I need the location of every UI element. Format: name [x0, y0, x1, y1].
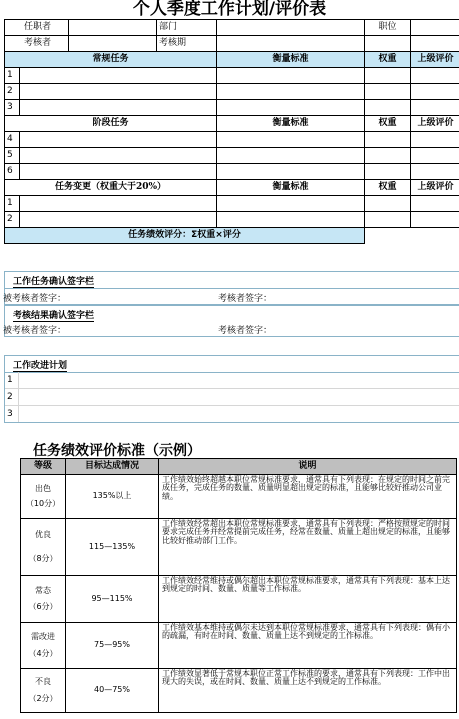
result-confirm-reviewee[interactable]: 被考核者签字： [3, 326, 67, 336]
achievement-cell: 40—75% [66, 669, 159, 713]
plan-table [4, 19, 459, 244]
grade-points: （4分） [28, 648, 58, 658]
weight-cell[interactable] [365, 196, 411, 212]
grade-label: 优良 [35, 529, 51, 539]
table-row [5, 68, 459, 84]
eval-cell[interactable] [411, 68, 459, 84]
position-label: 职位 [365, 20, 411, 36]
period-label: 考核期 [157, 36, 217, 52]
eval-cell[interactable] [411, 84, 459, 100]
grade-points: （6分） [28, 602, 58, 611]
task-cell[interactable] [20, 132, 217, 148]
desc-cell: 工作绩效经常超出本职位常规标准要求，通常具有下列表现：严格按照规定的时间要求完成任务并经常提前完成任务，经常在数量、质量上超出规定的标准，且能够比较好推动部门工作。 [159, 519, 457, 576]
grade-cell [21, 623, 66, 669]
score-eval-cell[interactable] [411, 228, 459, 244]
improvement-section [4, 355, 459, 423]
department-label: 部门 [157, 20, 217, 36]
achievement-cell: 135%以上 [66, 475, 159, 519]
change-standard-header: 衡量标准 [217, 180, 365, 196]
standard-cell[interactable] [217, 164, 365, 180]
eval-cell[interactable] [411, 148, 459, 164]
standard-cell[interactable] [217, 148, 365, 164]
grade-points: （8分） [28, 554, 58, 563]
weight-cell[interactable] [365, 68, 411, 84]
standard-cell[interactable] [217, 212, 365, 228]
row-number: 2 [5, 212, 20, 228]
table-row [5, 196, 459, 212]
achievement-header: 目标达成情况 [66, 459, 159, 475]
weight-cell[interactable] [365, 132, 411, 148]
table-row [21, 669, 457, 713]
regular-task-header: 常规任务 [5, 52, 217, 68]
eval-cell[interactable] [411, 132, 459, 148]
standard-title: 任务绩效评价标准（示例） [33, 443, 201, 459]
improvement-title: 工作改进计划 [13, 358, 67, 372]
desc-cell: 工作绩效经常维持或偶尔超出本职位常规标准要求，通常具有下列表现：基本上达到规定的时间、数量、质量等工作标准。 [159, 576, 457, 623]
task-confirm-section [4, 271, 459, 305]
table-row [5, 100, 459, 116]
row-number: 6 [5, 164, 20, 180]
row-number: 5 [5, 148, 20, 164]
table-row [21, 623, 457, 669]
eval-cell[interactable] [411, 212, 459, 228]
table-row [21, 576, 457, 623]
row-number: 4 [5, 132, 20, 148]
regular-eval-header: 上级评价 [411, 52, 459, 68]
row-number: 1 [5, 68, 20, 84]
period-value[interactable] [217, 36, 365, 52]
grade-cell [21, 519, 66, 576]
task-cell[interactable] [20, 148, 217, 164]
grade-label: 出色 [35, 484, 51, 494]
task-confirm-title: 工作任务确认签字栏 [13, 274, 94, 288]
grade-label: 常态 [35, 585, 51, 595]
task-cell[interactable] [20, 84, 217, 100]
task-confirm-reviewee[interactable]: 被考核者签字： [3, 294, 67, 304]
reviewer-label: 考核者 [5, 36, 69, 52]
grade-points: （2分） [28, 693, 58, 703]
eval-cell[interactable] [411, 100, 459, 116]
position-value[interactable] [411, 20, 459, 36]
row-number: 1 [5, 196, 20, 212]
responsible-label: 任职者 [5, 20, 69, 36]
regular-weight-header: 权重 [365, 52, 411, 68]
weight-cell[interactable] [365, 148, 411, 164]
row-number: 2 [7, 392, 13, 402]
achievement-cell: 75—95% [66, 623, 159, 669]
grade-label: 需改进 [31, 632, 55, 642]
desc-cell: 工作绩效始终超越本职位常规标准要求，通常具有下列表现：在规定的时间之前完成任务，完成任务的数量、质量明显超出规定的标准，且能够比较好推动公司业绩。 [159, 475, 457, 519]
department-value[interactable] [217, 20, 365, 36]
table-row [5, 164, 459, 180]
grade-label: 不良 [35, 677, 51, 687]
result-confirm-reviewer[interactable]: 考核者签字： [218, 326, 273, 336]
table-row [5, 212, 459, 228]
task-cell[interactable] [20, 196, 217, 212]
row-number: 3 [5, 100, 20, 116]
task-confirm-reviewer[interactable]: 考核者签字： [218, 294, 273, 304]
desc-cell: 工作绩效基本维持或偶尔未达到本职位常规标准要求，通常具有下列表现：偶有小的疏漏，有时在时间、数量、质量上达不到规定的工作标准。 [159, 623, 457, 669]
table-row [5, 132, 459, 148]
task-cell[interactable] [20, 100, 217, 116]
stage-weight-header: 权重 [365, 116, 411, 132]
task-cell[interactable] [20, 212, 217, 228]
desc-cell: 工作绩效显著低于常规本职位正常工作标准的要求，通常具有下列表现：工作中出现大的失误，或在时间、数量、质量上达不到规定的工作标准。 [159, 669, 457, 713]
change-weight-header: 权重 [365, 180, 411, 196]
stage-eval-header: 上级评价 [411, 116, 459, 132]
table-row [5, 84, 459, 100]
blank-cell [365, 36, 411, 52]
standard-cell[interactable] [217, 100, 365, 116]
table-row [21, 475, 457, 519]
achievement-cell: 115—135% [66, 519, 159, 576]
grade-cell [21, 576, 66, 623]
result-confirm-section [4, 305, 459, 337]
stage-standard-header: 衡量标准 [217, 116, 365, 132]
standard-cell[interactable] [217, 68, 365, 84]
eval-cell[interactable] [411, 164, 459, 180]
grade-cell [21, 669, 66, 713]
task-cell[interactable] [20, 68, 217, 84]
grade-cell [21, 475, 66, 519]
stage-task-header: 阶段任务 [5, 116, 217, 132]
weight-cell[interactable] [365, 164, 411, 180]
weight-cell[interactable] [365, 212, 411, 228]
row-number: 1 [7, 375, 13, 385]
standard-cell[interactable] [217, 132, 365, 148]
eval-cell[interactable] [411, 196, 459, 212]
result-confirm-title: 考核结果确认签字栏 [13, 308, 94, 322]
regular-standard-header: 衡量标准 [217, 52, 365, 68]
row-number: 2 [5, 84, 20, 100]
row-number: 3 [7, 409, 13, 419]
table-row [5, 148, 459, 164]
blank-cell [411, 36, 459, 52]
weight-cell[interactable] [365, 100, 411, 116]
standard-table [20, 458, 457, 713]
change-eval-header: 上级评价 [411, 180, 459, 196]
grade-points: （10分） [25, 498, 61, 508]
standard-cell[interactable] [217, 196, 365, 212]
achievement-cell: 95—115% [66, 576, 159, 623]
task-cell[interactable] [20, 164, 217, 180]
grade-header: 等级 [21, 459, 66, 475]
score-weight-cell[interactable] [365, 228, 411, 244]
responsible-value[interactable] [69, 20, 157, 36]
table-row [21, 519, 457, 576]
change-task-header: 任务变更（权重大于20%） [5, 180, 217, 196]
reviewer-value[interactable] [69, 36, 157, 52]
page-title: 个人季度工作计划/评价表 [132, 0, 327, 19]
standard-cell[interactable] [217, 84, 365, 100]
score-formula: 任务绩效评分：Σ权重×评分 [5, 228, 365, 244]
desc-header: 说明 [159, 459, 457, 475]
weight-cell[interactable] [365, 84, 411, 100]
